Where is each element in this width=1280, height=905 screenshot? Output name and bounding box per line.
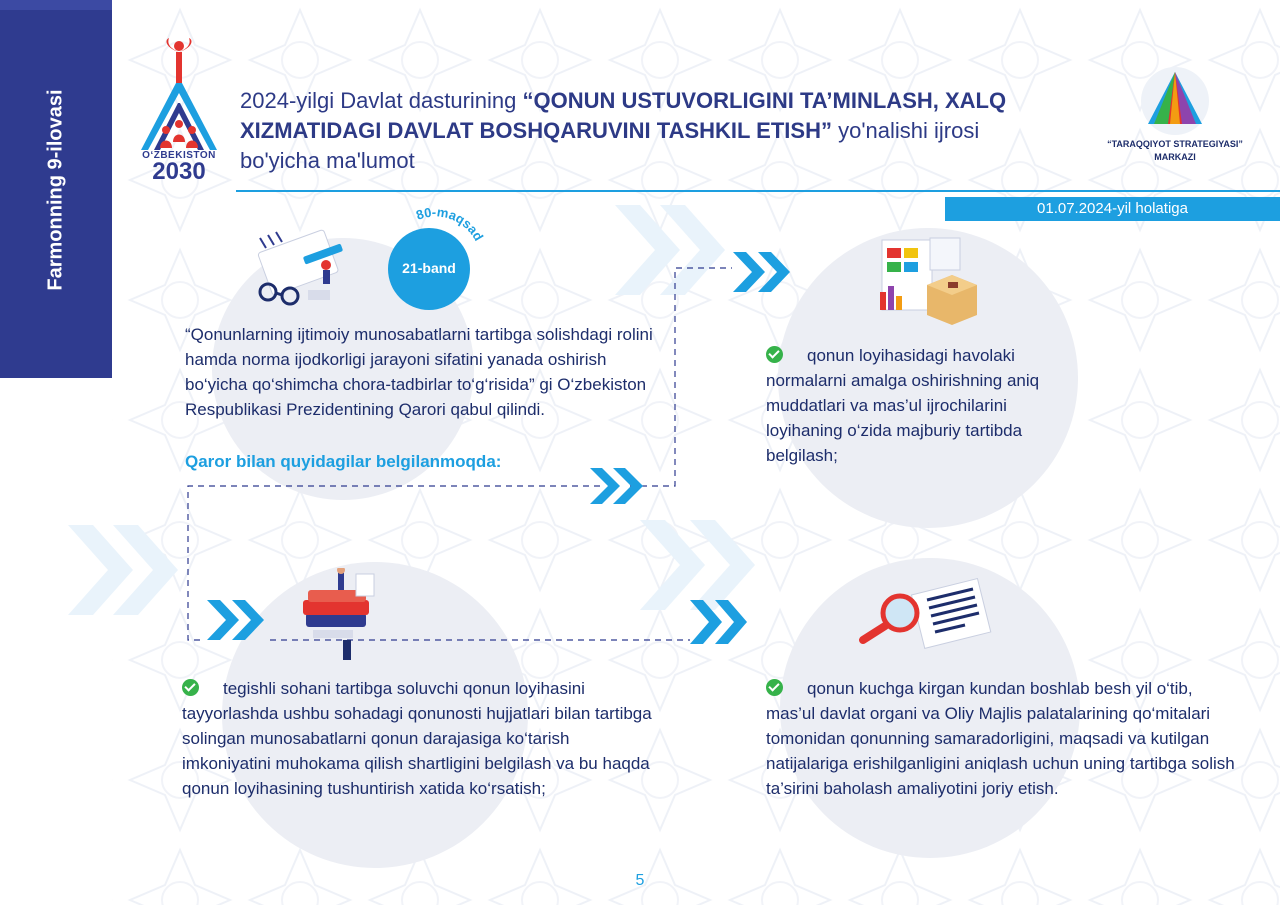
- item-text: qonun kuchga kirgan kundan boshlab besh yil o‘tib, mas’ul davlat organi va Oliy Majlis palatalarining qo‘mitalari tomonidan qonunning samaradorligini, maqsadi va kutilgan natijalariga erishilganligini aniqlash uchun uning tartibga solish ta’sirini baholash amaliyotini joriy etish.: [766, 679, 1235, 798]
- logo-right-line2: MARKAZI: [1154, 152, 1196, 162]
- title-suffix: yo'nalishi ijrosi bo'yicha ma'lumot: [240, 118, 980, 173]
- intro-highlight: Qaror bilan quyidagilar belgilanmoqda:: [185, 452, 502, 471]
- logo-right-line1: “TARAQQIYOT STRATEGIYASI”: [1107, 139, 1243, 149]
- logo-caption-country: OʻZBEKISTON: [142, 150, 216, 161]
- chevron-arrows: [207, 252, 790, 644]
- band-label: 21-band: [402, 260, 456, 276]
- item-text: qonun loyihasidagi havolaki normalarni amalga oshirishning aniq muddatlari va mas’ul ijrochilarini loyihaning o‘zida majburiy tartibda belgilash;: [766, 346, 1040, 465]
- notebook-illustration: [248, 220, 368, 310]
- dashboard-illustration: [872, 230, 987, 330]
- svg-text:80-maqsad: [414, 205, 486, 243]
- check-icon: [766, 679, 783, 696]
- date-badge: 01.07.2024-yil holatiga: [945, 197, 1280, 221]
- logo-caption-year: 2030: [152, 158, 206, 185]
- intro-paragraph: “Qonunlarning ijtimoiy munosabatlarni tartibga solishdagi rolini hamda norma ijodkorligi jarayoni sifatini yanada oshirish bo‘yicha qo‘shimcha chora-tadbirlar to‘g‘risida” gi O‘zbekiston Respublikasi Prezidentining Qarori qabul qilindi.: [185, 325, 653, 419]
- goal-label-arc: [378, 205, 498, 305]
- sidebar-label: Farmonning 9-ilovasi: [44, 89, 67, 291]
- title-prefix: 2024-yilgi Davlat dasturining: [240, 88, 523, 113]
- list-item: [766, 343, 1071, 468]
- page-number: 5: [635, 872, 645, 889]
- magnifier-document-illustration: [855, 578, 995, 653]
- goal-label: 80-maqsad: [414, 205, 487, 244]
- list-item: [182, 676, 662, 801]
- books-illustration: [298, 568, 388, 663]
- list-item: [766, 676, 1236, 801]
- check-icon: [766, 346, 783, 363]
- title-bold: “QONUN USTUVORLIGINI TA’MINLASH, XALQ XIZMATIDAGI DAVLAT BOSHQARUVINI TASHKIL ETISH”: [240, 88, 1007, 143]
- item-text: tegishli sohani tartibga soluvchi qonun loyihasini tayyorlashda ushbu sohadagi qonunosti hujjatlari bilan tartibga solingan munosabatlarni qonun darajasiga ko‘tarish imkoniyatini muhokama qilish shartligini belgilash va bu haqda qonun loyihasining tushuntirish xatida ko‘rsatish;: [182, 679, 652, 798]
- check-icon: [182, 679, 199, 696]
